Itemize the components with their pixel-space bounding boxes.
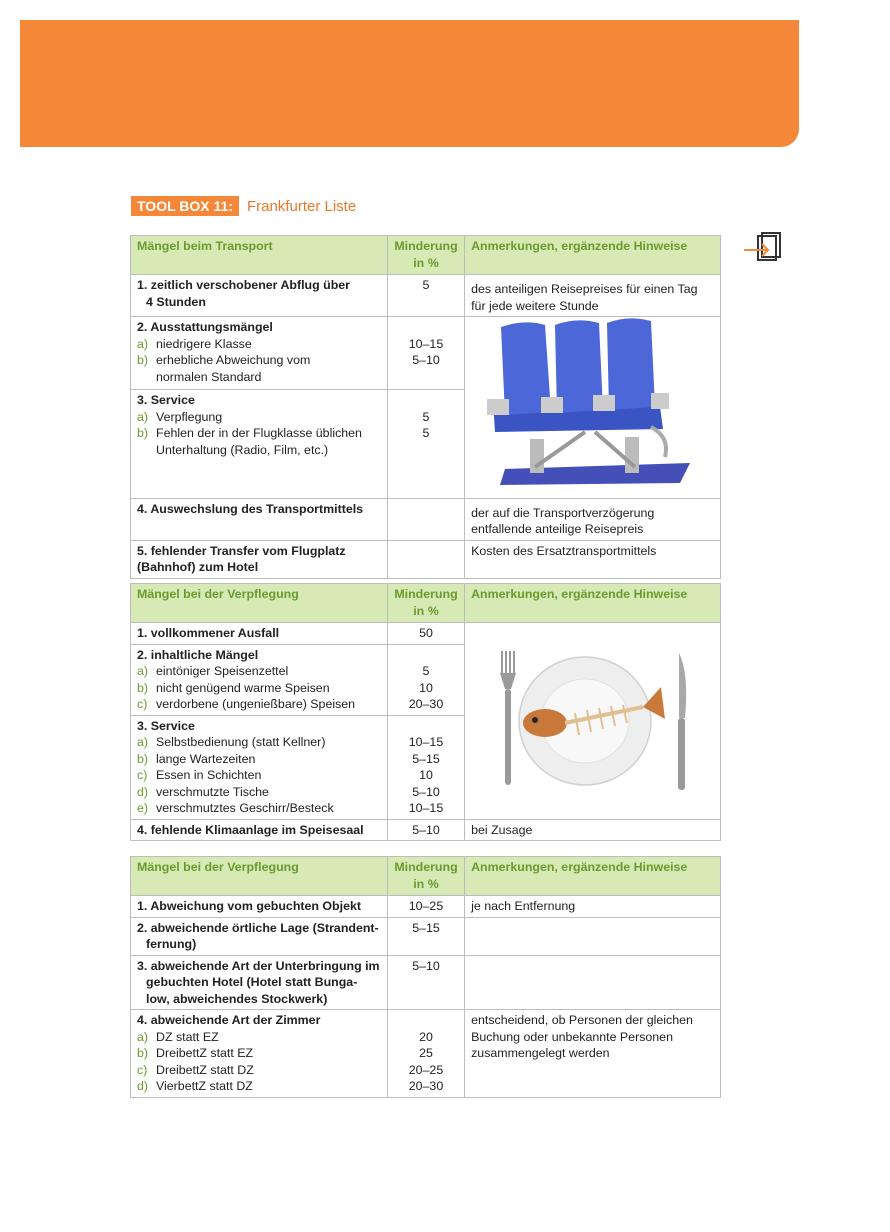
item-letter: e) [137,801,149,815]
row-title: 1. Abweichung vom gebuchten Objekt [137,899,361,913]
item-letter: c) [137,768,148,782]
row-title: 3. abweichende Art der Unterbringung im [137,958,380,973]
reduction-value: 20–25 [408,1062,444,1077]
note: Kosten des Ersatztransportmittels [471,543,657,558]
table-row [131,896,721,918]
note: der auf die Transportverzögerung entfallende anteilige Reisepreis [471,505,655,536]
row-title: 1. vollkommener Ausfall [137,626,280,640]
reduction-value: 10 [419,768,433,782]
row-title: low, abweichendes Stockwerk) [146,991,328,1006]
table-row [131,498,721,540]
col-header: Anmerkungen, ergänzende Hinweise [465,857,721,896]
reduction-value: 10–15 [408,735,444,749]
reduction-value: 20–30 [408,697,444,711]
col-header: Minderung in % [387,857,464,896]
item-text: Verpflegung [156,409,223,424]
reduction-value: 5–15 [412,751,440,766]
reduction-value: 25 [419,1046,433,1060]
reduction-value: 10–15 [408,801,444,815]
reduction-value: 5–15 [412,920,440,935]
item-letter: a) [137,336,149,351]
item-text: niedrigere Klasse [156,336,252,351]
item-text: Unterhaltung (Radio, Film, etc.) [156,442,329,457]
col-header: Anmerkungen, ergänzende Hinweise [465,584,721,623]
col-header: Mängel bei der Verpflegung [131,584,388,623]
item-text: DreibettZ statt DZ [156,1062,254,1077]
item-text: verschmutzte Tische [156,784,269,799]
reduction-value: 10–25 [408,899,444,913]
toolbox-heading [131,196,356,216]
airplane-seats-image [465,317,705,493]
col-header: Minderung in % [387,584,464,623]
row-title: 3. Service [137,718,195,733]
reduction-value: 50 [419,626,433,640]
header-banner [20,20,799,147]
note: des anteiligen Reisepreises für einen Tag für jede weitere Stunde [471,282,698,313]
item-text: Selbstbedienung (statt Kellner) [156,735,326,749]
table-row [131,1010,721,1098]
table-row [131,623,721,645]
item-text: Fehlen der in der Flugklasse üblichen [156,426,362,441]
item-text: verdorbene (ungenießbare) Speisen [156,697,356,711]
note: bei Zusage [471,822,533,837]
table-row [131,955,721,1010]
item-text: nicht genügend warme Speisen [156,680,330,695]
row-title: 4. abweichende Art der Zimmer [137,1013,321,1027]
row-title: 4 Stunden [146,294,206,309]
table-catering [130,583,721,841]
toolbox-label: TOOL BOX 11: [131,196,239,216]
item-text: verschmutztes Geschirr/Besteck [156,801,334,815]
col-header: Mängel beim Transport [131,236,388,275]
reduction-value: 5 [422,409,430,424]
table-row [131,540,721,578]
item-letter: b) [137,680,149,695]
item-text: normalen Standard [156,369,262,384]
row-title: 3. Service [137,393,195,408]
reduction-value: 20 [419,1029,433,1044]
table-row [131,317,721,390]
reduction-value: 10 [419,680,433,695]
item-letter: d) [137,1079,149,1093]
item-letter: b) [137,426,149,441]
item-letter: b) [137,353,149,367]
reduction-value: 5 [422,426,430,441]
item-letter: a) [137,409,149,424]
item-letter: d) [137,784,149,799]
item-text: DreibettZ statt EZ [156,1046,254,1060]
row-title: 2. Ausstattungsmängel [137,320,273,334]
item-letter: b) [137,1046,149,1060]
item-letter: b) [137,751,149,766]
reduction-value: 5 [422,278,430,292]
reduction-value: 5–10 [412,784,440,799]
reduction-value: 5 [422,664,430,678]
item-letter: a) [137,735,149,749]
note: je nach Entfernung [471,899,576,913]
table-row [131,275,721,317]
note: entscheidend, ob Personen der gleichen Buchung oder unbekannte Personen zusammengelegt werden [471,1013,693,1060]
item-letter: c) [137,697,148,711]
reduction-value: 10–15 [408,336,444,351]
row-title: fernung) [146,937,197,951]
reduction-value: 20–30 [408,1079,444,1093]
row-title: 1. zeitlich verschobener Abflug über [137,278,350,292]
col-header: Anmerkungen, ergänzende Hinweise [465,236,721,275]
reduction-value: 5–10 [412,353,440,367]
table-row [131,819,721,841]
item-text: lange Wartezeiten [156,751,256,766]
table-accommodation [130,856,721,1098]
col-header: Mängel bei der Verpflegung [131,857,388,896]
document-arrow-icon [744,232,784,264]
item-text: VierbettZ statt DZ [156,1079,253,1093]
plate-image-cell [465,623,721,820]
row-title: 4. Auswechslung des Transportmittels [137,501,364,516]
row-title: gebuchten Hotel (Hotel statt Bunga- [146,975,358,989]
toolbox-title: Frankfurter Liste [246,197,357,215]
seat-image-cell [465,317,721,499]
reduction-value: 5–10 [412,958,440,973]
fish-plate-image [465,623,705,797]
row-title: 5. fehlender Transfer vom Flugplatz (Bahnhof) zum Hotel [137,543,346,574]
table-transport [130,235,721,579]
col-header: Minderung in % [387,236,464,275]
item-text: DZ statt EZ [156,1029,219,1044]
row-title: 2. inhaltliche Mängel [137,647,259,662]
reduction-value: 5–10 [412,822,440,837]
row-title: 2. abweichende örtliche Lage (Strandent- [137,920,379,935]
item-letter: c) [137,1062,148,1077]
item-text: Essen in Schichten [156,768,262,782]
table-row [131,917,721,955]
item-text: eintöniger Speisenzettel [156,664,289,678]
item-letter: a) [137,664,149,678]
item-letter: a) [137,1029,149,1044]
item-text: erhebliche Abweichung vom [156,353,311,367]
row-title: 4. fehlende Klimaanlage im Speisesaal [137,822,364,837]
